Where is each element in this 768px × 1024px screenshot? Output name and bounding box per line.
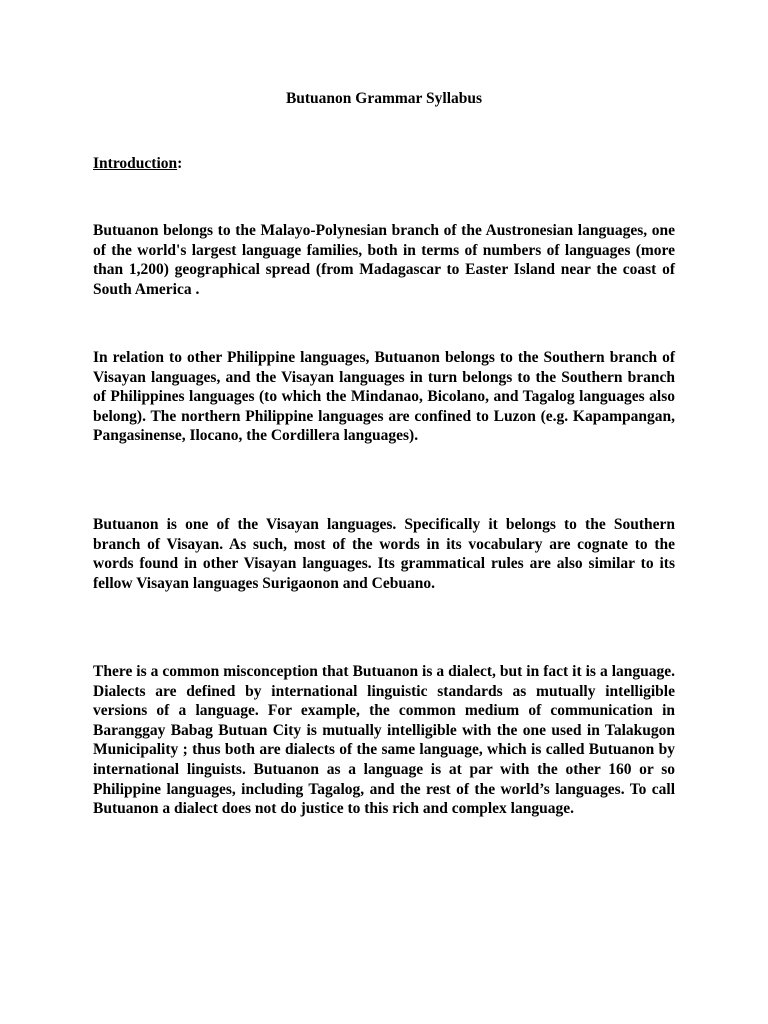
section-heading [93, 154, 182, 173]
document-title: Butuanon Grammar Syllabus [285, 90, 483, 107]
paragraph-austronesian: Butuanon belongs to the Malayo-Polynesian branch of the Austronesian languages, one of the world's largest language families, both in terms of numbers of languages (more than 1,200) geographical spread (from Madagascar to Easter Island near the coast of South America . [93, 222, 675, 298]
section-heading-text: Introduction [93, 155, 178, 172]
section-heading-colon: : [177, 155, 183, 172]
paragraph-misconception: There is a common misconception that Butuanon is a dialect, but in fact it is a language. Dialects are defined by international linguistic standards as mutually intelligible versions of a language. For example, the common medium of communication in Baranggay Babag Butuan City is mutually intelligible with the one used in Talakugon Municipality ; thus both are dialects of the same language, which is called Butuanon by international linguists. Butuanon as a language is at par with the other 160 or so Philippine languages, including Tagalog, and the rest of the world’s languages. To call Butuanon a dialect does not do justice to this rich and complex language. [93, 663, 675, 818]
paragraph-visayan: Butuanon is one of the Visayan languages. Specifically it belongs to the Southern branch of Visayan. As such, most of the words in its vocabulary are cognate to the words found in other Visayan languages. Its grammatical rules are also similar to its fellow Visayan languages Surigaonon and Cebuano. [93, 516, 675, 592]
paragraph-philippine-relation: In relation to other Philippine languages, Butuanon belongs to the Southern branch of Visayan languages, and the Visayan languages in turn belongs to the Southern branch of Philippines languages (to which the Mindanao, Bicolano, and Tagalog languages also belong). The northern Philippine languages are confined to Luzon (e.g. Kapampangan, Pangasinense, Ilocano, the Cordillera languages). [93, 349, 675, 445]
